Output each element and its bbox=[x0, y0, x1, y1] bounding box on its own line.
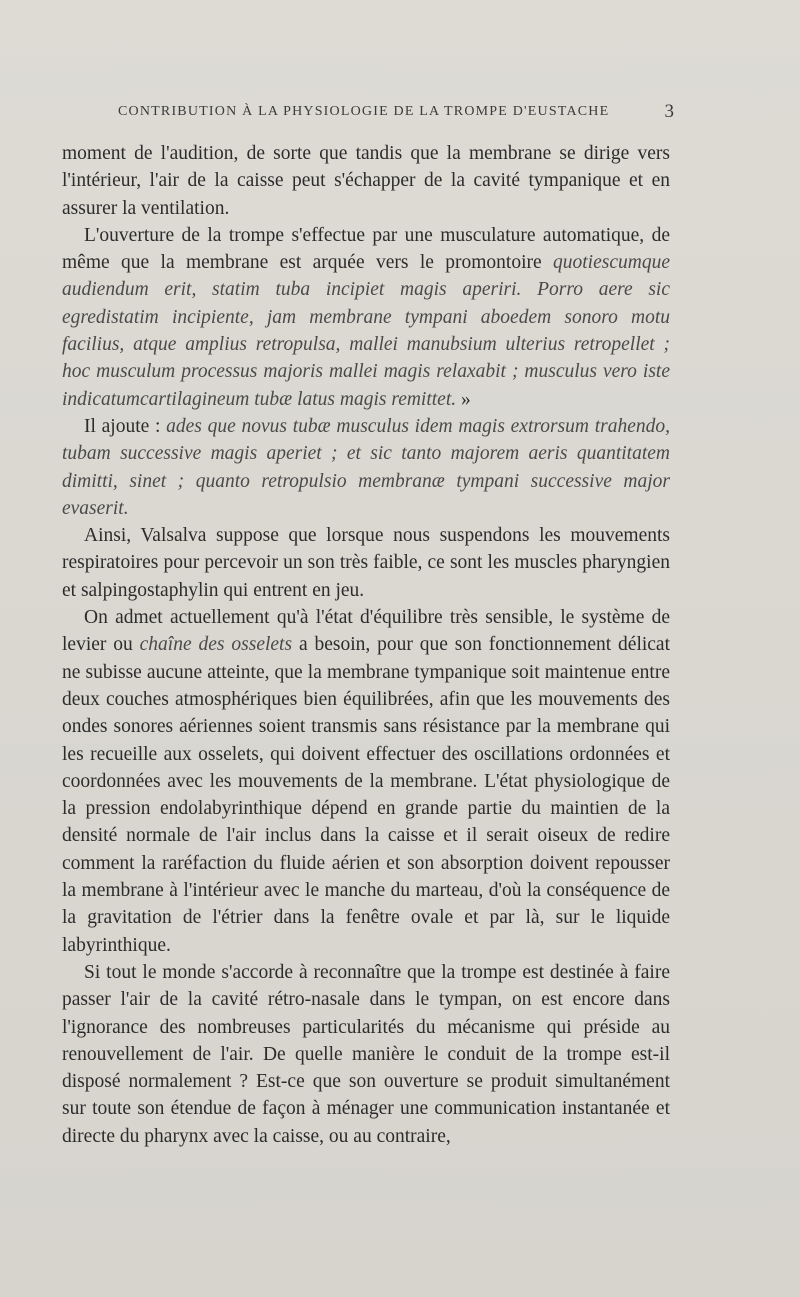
paragraph-text: Si tout le monde s'accorde à reconnaître que la trompe est destinée à faire passer l'air de la cavité rétro-nasale dans le tympan, on est encore dans l'ignorance des nombreuses particularités du mécanisme qui préside au renouvellement de l'air. De quelle manière le conduit de la trompe est-il disposé normalement ? Est-ce que son ouverture se produit simultanément sur toute son étendue de façon à ménager une communication instantanée et directe du pharynx avec la caisse, ou au contraire, bbox=[62, 961, 670, 1147]
paragraph bbox=[62, 959, 670, 1150]
paragraph-text: On admet actuellement qu'à l'état d'équilibre très sensible, le système de levier ou bbox=[62, 607, 670, 656]
paragraph-text: Il ajoute : bbox=[84, 415, 167, 437]
paragraph-text: moment de l'audition, de sorte que tandis que la membrane se dirige vers l'intérieur, l'air de la caisse peut s'échapper de la cavité tympanique et en assurer la ventilation. bbox=[62, 143, 670, 219]
paragraph bbox=[62, 522, 670, 604]
paragraph-text: Ainsi, Valsalva suppose que lorsque nous suspendons les mouvements respiratoires pour percevoir un son très faible, ce sont les muscles pharyngien et salpingostaphylin qui entrent en jeu. bbox=[62, 525, 670, 601]
latin-quote: ades que novus tubæ musculus idem magis extrorsum trahendo, tubam successive magis aperiet ; et sic tanto majorem aeris quantitatem dimitti, sinet ; quanto retropulsio membranæ tympani successive major evaserit. bbox=[62, 415, 670, 519]
paragraph bbox=[62, 140, 670, 222]
latin-quote: chaîne des osselets bbox=[139, 634, 293, 656]
paragraph bbox=[62, 222, 670, 413]
paragraph bbox=[62, 413, 670, 522]
paragraph-text: L'ouverture de la trompe s'effectue par une musculature automatique, de même que la membrane est arquée vers le promontoire bbox=[62, 224, 670, 274]
latin-quote: quotiescumque audiendum erit, statim tuba incipiet magis aperiri. Porro aere sic egredistatim incipiente, jam membrane tympani aboedem sonoro motu facilius, atque amplius retropulsa, mallei manubsium ulterius retropellet ; hoc musculum processus majoris mallei magis relaxabit ; musculus vero iste indicatumcartilagineum tubæ latus magis remittet. bbox=[62, 252, 670, 410]
running-header bbox=[118, 101, 674, 126]
page-number: 3 bbox=[664, 101, 674, 122]
paragraph bbox=[62, 604, 670, 959]
paragraph-text: » bbox=[456, 388, 471, 410]
paragraph-text: a besoin, pour que son fonctionnement délicat ne subisse aucune atteinte, que la membrane tympanique soit maintenue entre deux couches atmosphériques bien équilibrées, afin que les mouvements des ondes sonores aériennes soient transmis sans résistance par la membrane qui les recueille aux osselets, qui doivent effectuer des oscillations ordonnées et coordonnées avec les mouvements de la membrane. L'état physiologique de la pression endolabyrinthique dépend en grande partie du maintien de la densité normale de l'air inclus dans la caisse et il serait oiseux de redire comment la raréfaction du fluide aérien et son absorption doivent repousser la membrane à l'intérieur avec le manche du marteau, d'où la conséquence de la gravitation de l'étrier dans la fenêtre ovale et par là, sur le liquide labyrinthique. bbox=[62, 634, 671, 956]
body-text bbox=[62, 140, 670, 1150]
running-title: CONTRIBUTION À LA PHYSIOLOGIE DE LA TROMPE D'EUSTACHE bbox=[118, 104, 610, 119]
